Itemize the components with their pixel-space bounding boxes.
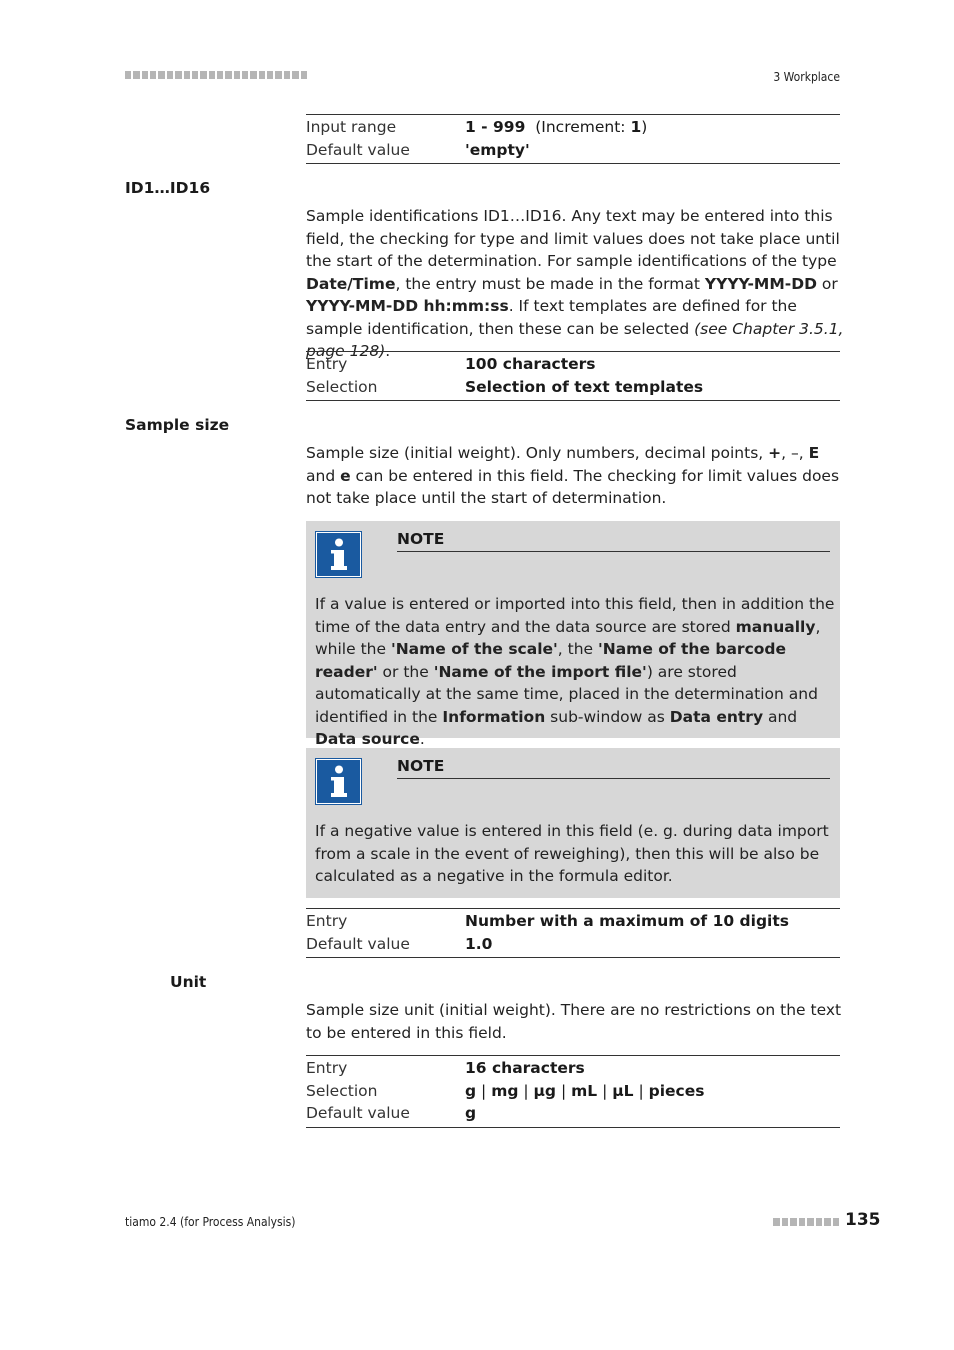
- param-row: [306, 139, 840, 162]
- param-row: [306, 376, 840, 399]
- param-label: Selection: [306, 1081, 378, 1100]
- sample-size-param-table: [306, 908, 840, 958]
- param-value: 1.0: [465, 934, 493, 953]
- param-label: Entry: [306, 355, 348, 373]
- footer-product: tiamo 2.4 (for Process Analysis): [125, 1215, 296, 1229]
- param-label: Default value: [306, 140, 410, 159]
- note-text: If a negative value is entered in this field (e. g. during data import from a scale in the event of reweighing), then this will be also be calculated as a negative in the formula editor.: [315, 822, 829, 885]
- unit-heading: Unit: [170, 973, 207, 991]
- param-value: Number with a maximum of 10 digits: [465, 912, 789, 930]
- info-icon: [316, 759, 361, 804]
- param-value: 100 characters: [465, 355, 596, 373]
- footer-decoration: [773, 1218, 839, 1226]
- param-value: 16 characters: [465, 1059, 585, 1077]
- param-row: [306, 910, 840, 933]
- unit-param-table: [306, 1055, 840, 1128]
- sample-size-description: Sample size (initial weight). Only numbers, decimal points, +, –, E and e can be entered in this field. The checking for limit values does not take place until the start of determination.: [306, 444, 840, 507]
- param-label: Default value: [306, 934, 410, 953]
- note-text: If a value is entered or imported into this field, then in addition the time of the data entry and the data source are stored manually, while the 'Name of the scale', the 'Name of the barcode reader' or the 'Name of the import file') are stored automatically at the same time, placed in the determination and identified in the Information sub-window as Data entry and Data source.: [315, 595, 835, 748]
- param-label: Selection: [306, 377, 378, 396]
- top-param-table: [306, 114, 840, 164]
- info-icon: [316, 532, 361, 577]
- header-decoration: [125, 71, 307, 79]
- note-box: [306, 521, 840, 748]
- id-description: Sample identifications ID1…ID16. Any text may be entered into this field, the checking for type and limit values does not take place until the start of the determination. For sample identifications of the type Date/Time, the entry must be made in the format YYYY-MM-DD or YYYY-MM-DD hh:mm:ss. If text templates are defined for the sample identification, then these can be selected (see Chapter 3.5.1, page 128).: [306, 207, 844, 360]
- param-value: g | mg | µg | mL | µL | pieces: [465, 1081, 705, 1100]
- param-label: Entry: [306, 912, 348, 930]
- unit-description: Sample size unit (initial weight). There are no restrictions on the text to be entered in this field.: [306, 1001, 842, 1042]
- header-section: 3 Workplace: [773, 70, 840, 84]
- param-row: [306, 353, 840, 376]
- id-heading: ID1…ID16: [125, 179, 211, 197]
- param-label: Default value: [306, 1104, 410, 1122]
- param-value: g: [465, 1104, 477, 1122]
- param-row: [306, 933, 840, 956]
- param-row: [306, 1080, 840, 1103]
- param-label: Input range: [306, 118, 397, 136]
- note-title: NOTE: [397, 756, 830, 779]
- param-value: Selection of text templates: [465, 377, 704, 396]
- param-row: [306, 1102, 840, 1125]
- sample-size-heading: Sample size: [125, 416, 230, 434]
- note-box: [306, 748, 840, 898]
- param-row: [306, 116, 840, 139]
- page-number: 135: [845, 1210, 881, 1230]
- id-param-table: [306, 351, 840, 401]
- param-row: [306, 1057, 840, 1080]
- param-label: Entry: [306, 1059, 348, 1077]
- param-value: 1 - 999 (Increment: 1): [465, 118, 648, 136]
- param-value: 'empty': [465, 140, 530, 159]
- note-title: NOTE: [397, 529, 830, 552]
